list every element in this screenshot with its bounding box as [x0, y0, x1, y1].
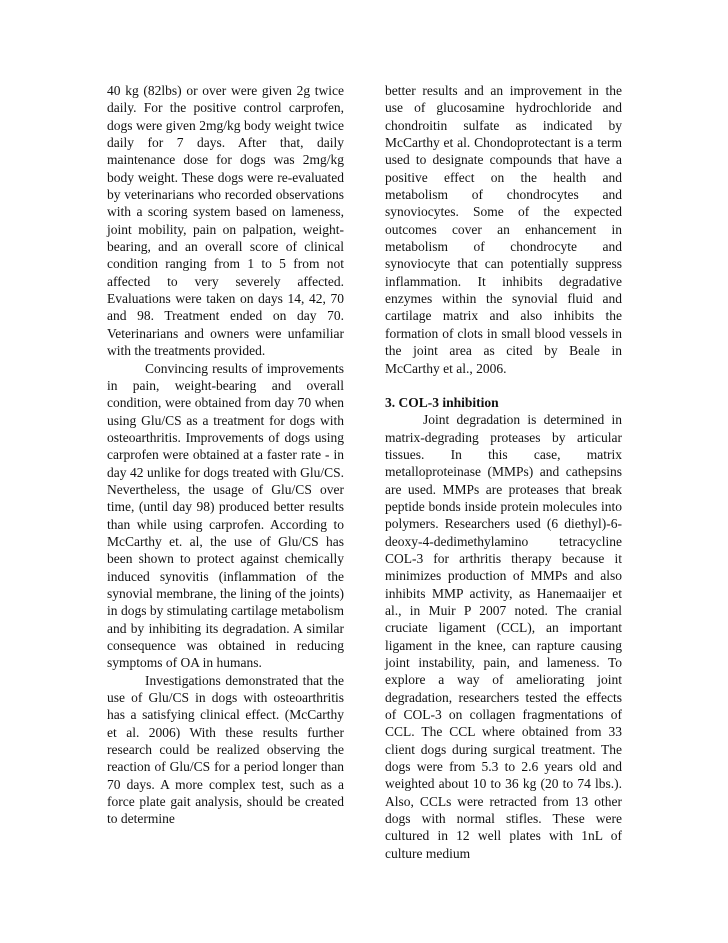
- paragraph: Convincing results of improvements in pain, weight-bearing and overall condition, were obtained from day 70 when using Glu/CS as a treatment for dogs with osteoarthritis. Improvements of dogs using carprofen were obtained at a faster rate - in day 42 unlike for dogs treated with Glu/CS. Nevertheless, the usage of Glu/CS over time, (until day 98) produced better results than while using carprofen. According to McCarthy et. al, the use of Glu/CS has been shown to protect against chemically induced synovitis (inflammation of the synovial membrane, the lining of the joints) in dogs by stimulating cartilage metabolism and by inhibiting its degradation. A similar consequence was obtained in reducing symptoms of OA in humans.: [107, 360, 344, 671]
- paragraph: Investigations demonstrated that the use of Glu/CS in dogs with osteoarthritis has a satisfying clinical effect. (McCarthy et al. 2006) With these results further research could be realized observing the reaction of Glu/CS for a period longer than 70 days. A more complex test, such as a force plate gait analysis, should be created to determine: [107, 672, 344, 827]
- left-column: [107, 82, 344, 828]
- paragraph: better results and an improvement in the use of glucosamine hydrochloride and chondroitin sulfate as indicated by McCarthy et al. Chondoprotectant is a term used to designate compounds that have a positive effect on the health and metabolism of chondrocytes and synoviocytes. Some of the expected outcomes cover an enhancement in metabolism of chondrocyte and synoviocyte that can potentially suppress inflammation. It inhibits degradative enzymes within the synovial fluid and cartilage matrix and also inhibits the formation of clots in small blood vessels in the joint area as cited by Beale in McCarthy et al., 2006.: [385, 83, 622, 376]
- paragraph: Joint degradation is determined in matrix-degrading proteases by articular tissues. In this case, matrix metalloproteinase (MMPs) and cathepsins are used. MMPs are proteases that break peptide bonds inside protein molecules into polymers. Researchers used (6 diethyl)-6-deoxy-4-dedimethylamino tetracycline COL-3 for arthritis therapy because it minimizes production of MMPs and also inhibits MMP activity, as Hanemaaijer et al., in Muir P 2007 noted. The cranial cruciate ligament (CCL), an important ligament in the knee, can rapture causing joint instability, pain, and lameness. To explore a way of ameliorating joint degradation, researchers tested the effects of COL-3 on collagen fragmentations of CCL. The CCL where obtained from 33 client dogs during surgical treatment. The dogs were from 5.3 to 2.6 years old and weighted about 10 to 36 kg (20 to 74 lbs.). Also, CCLs were retracted from 13 other dogs with normal stifles. These were cultured in 12 well plates with 1nL of culture medium: [385, 412, 622, 861]
- paragraph: 40 kg (82lbs) or over were given 2g twice daily. For the positive control carprofen, dogs were given 2mg/kg body weight twice daily for 7 days. After that, daily maintenance dose for dogs was 2mg/kg body weight. These dogs were re-evaluated by veterinarians who recorded observations with a scoring system based on lameness, joint mobility, pain on palpation, weight-bearing, and an overall score of clinical condition ranging from 1 to 5 from not affected to very severely affected. Evaluations were taken on days 14, 42, 70 and 98. Treatment ended on day 70. Veterinarians and owners were unfamiliar with the treatments provided.: [107, 83, 344, 359]
- right-column: [385, 82, 622, 862]
- section-heading: 3. COL-3 inhibition: [385, 394, 499, 410]
